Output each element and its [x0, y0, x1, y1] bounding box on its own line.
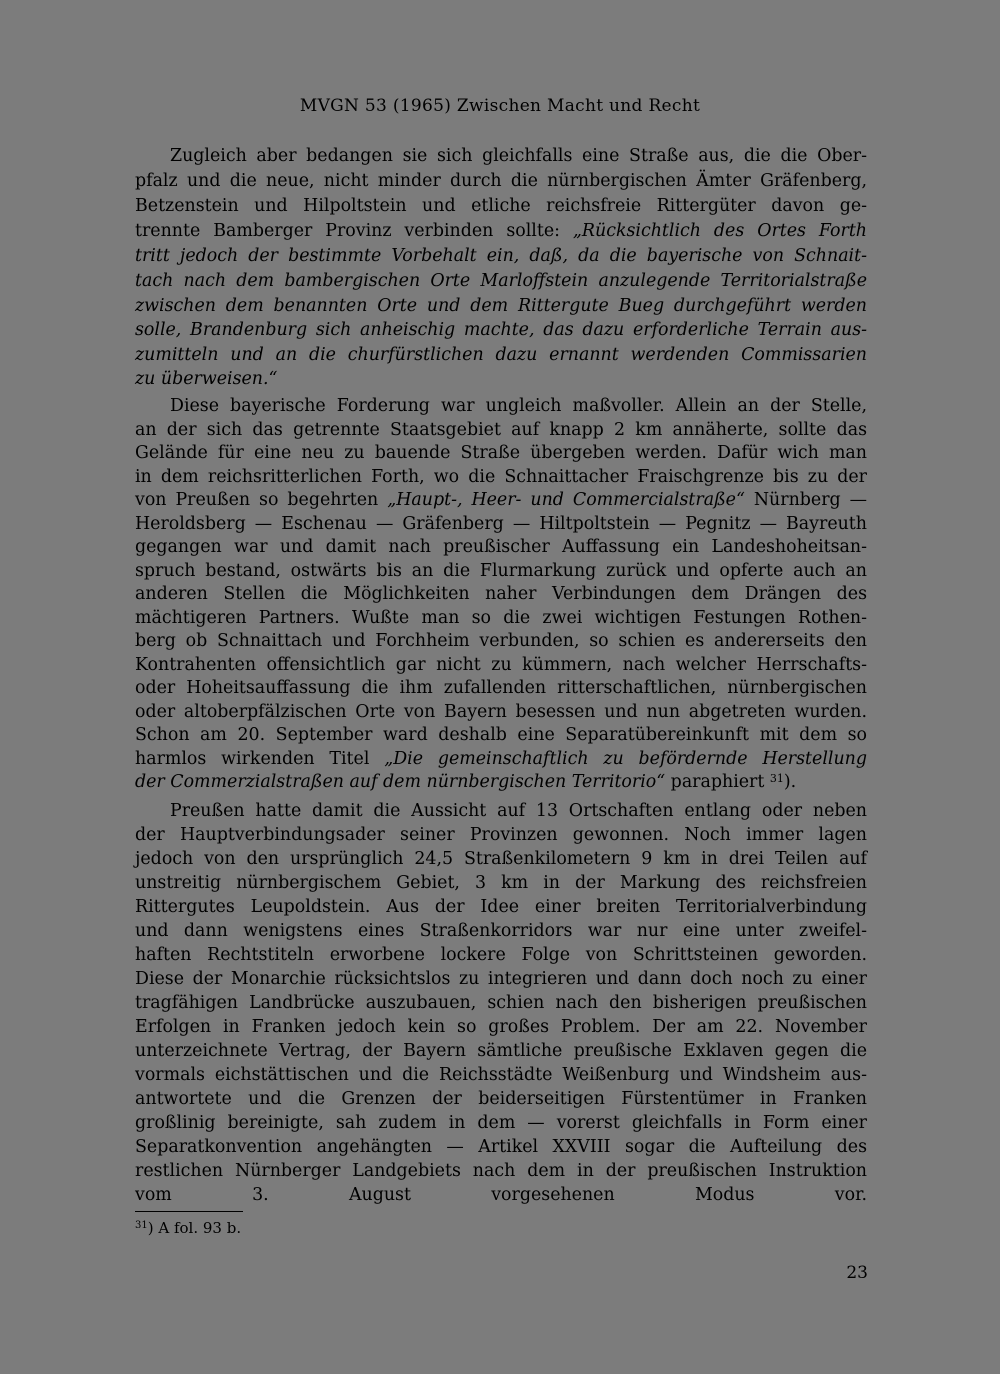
italic-text: „Rücksichtlich des Ortes Forth — [572, 221, 868, 241]
text-segment: oder Hoheitsauffassung die ihm zufallenden ritterschaftlichen, nürnbergischen — [135, 678, 867, 698]
text-segment: oder altoberpfälzischen Orte von Bayern besessen und nun abgetreten wurden. — [135, 702, 867, 722]
text-segment: Nürnberg — — [744, 490, 868, 510]
text-segment: antwortete und die Grenzen der beiderseitigen Fürstentümer in Franken — [135, 1089, 867, 1109]
text-line — [135, 1111, 867, 1135]
text-line — [135, 723, 867, 747]
text-segment: Kontrahenten offensichtlich gar nicht zu kümmern, nach welcher Herrschafts- — [135, 655, 867, 675]
footnote-number: 31 — [135, 1220, 148, 1231]
text-segment: in dem reichsritterlichen Forth, wo die Schnaittacher Fraischgrenze bis zu der — [135, 467, 867, 487]
text-line — [135, 343, 867, 367]
text-segment: Gelände für eine neu zu bauende Straße übergeben werden. Dafür wich man — [135, 443, 867, 463]
text-segment: Diese der Monarchie rücksichtslos zu integrieren und dann doch noch zu einer — [135, 969, 867, 989]
text-line — [135, 367, 867, 391]
footnote-ref: 31 — [769, 772, 784, 785]
text-segment: Preußen hatte damit die Aussicht auf 13 Ortschaften entlang oder neben — [170, 801, 867, 821]
text-line — [135, 318, 867, 342]
text-line — [135, 1015, 867, 1039]
text-line — [135, 441, 867, 465]
text-line — [135, 967, 867, 991]
text-segment: der Hauptverbindungsader seiner Provinzen gewonnen. Noch immer lagen — [135, 825, 867, 845]
text-segment: tragfähigen Landbrücke auszubauen, schien nach den bisherigen preußischen — [135, 993, 867, 1013]
text-segment: und dann wenigstens eines Straßenkorridors war nur eine unter zweifel- — [135, 921, 867, 941]
text-line — [135, 871, 867, 895]
italic-text: solle, Brandenburg sich anheischig machte, das dazu erforderliche Terrain aus- — [135, 320, 867, 340]
text-line — [135, 799, 867, 823]
text-line — [135, 582, 867, 606]
text-line — [135, 1063, 867, 1087]
text-line — [135, 144, 867, 168]
text-segment: unstreitig nürnbergischem Gebiet, 3 km in der Markung des reichsfreien — [135, 873, 867, 893]
italic-text: der Commerzialstraßen auf dem nürnbergischen Territorio“ — [135, 772, 666, 792]
text-line — [135, 535, 867, 559]
text-segment: vormals eichstättischen und die Reichsstädte Weißenburg und Windsheim aus- — [135, 1065, 867, 1085]
text-segment: restlichen Nürnberger Landgebiets nach dem in der preußischen Instruktion — [135, 1161, 867, 1181]
text-line — [135, 606, 867, 630]
text-line — [135, 1135, 867, 1159]
text-line — [135, 1087, 867, 1111]
text-segment: Separatkonvention angehängten — Artikel XXVIII sogar die Aufteilung des — [135, 1137, 867, 1157]
text-line — [135, 294, 867, 318]
text-line — [135, 1159, 867, 1183]
text-line — [135, 559, 867, 583]
text-segment: pfalz und die neue, nicht minder durch die nürnbergischen Ämter Gräfenberg, — [135, 171, 867, 191]
text-line — [135, 676, 867, 700]
italic-text: „Haupt-, Heer- und Commercialstraße“ — [387, 490, 745, 510]
text-segment: berg ob Schnaittach und Forchheim verbunden, so schien es andererseits den — [135, 631, 867, 651]
text-segment: Heroldsberg — Eschenau — Gräfenberg — Hiltpoltstein — Pegnitz — Bayreuth — [135, 514, 867, 534]
italic-text: tritt jedoch der bestimmte Vorbehalt ein, daß, da die bayerische von Schnait- — [135, 246, 867, 266]
text-segment: Schon am 20. September ward deshalb eine Separatübereinkunft mit dem so — [135, 725, 867, 745]
text-line — [135, 169, 867, 193]
text-segment: unterzeichnete Vertrag, der Bayern sämtliche preußische Exklaven gegen die — [135, 1041, 867, 1061]
text-segment: Diese bayerische Forderung war ungleich maßvoller. Allein an der Stelle, — [170, 396, 867, 416]
text-line — [135, 394, 867, 418]
text-segment: paraphiert — [665, 772, 770, 792]
text-line — [135, 747, 867, 771]
text-line — [135, 823, 867, 847]
text-line — [135, 1183, 867, 1207]
running-header: MVGN 53 (1965) Zwischen Macht und Recht — [299, 96, 701, 116]
text-segment: spruch bestand, ostwärts bis an die Flurmarkung zurück und opferte auch an — [135, 561, 867, 581]
text-line — [135, 269, 867, 293]
text-segment: jedoch von den ursprünglich 24,5 Straßenkilometern 9 km in drei Teilen auf — [135, 849, 867, 869]
text-segment: gegangen war und damit nach preußischer Auffassung ein Landeshoheitsan- — [135, 537, 867, 557]
text-line — [135, 943, 867, 967]
text-line — [135, 418, 867, 442]
text-segment: mächtigeren Partners. Wußte man so die zwei wichtigen Festungen Rothen- — [135, 608, 867, 628]
text-line — [135, 488, 867, 512]
text-line — [135, 847, 867, 871]
text-line — [135, 919, 867, 943]
text-line — [135, 219, 867, 243]
text-line — [135, 629, 867, 653]
text-line — [135, 512, 867, 536]
text-segment: vom 3. August vorgesehenen Modus vor. — [135, 1185, 867, 1205]
footnote — [135, 1218, 241, 1238]
italic-text: „Die gemeinschaftlich zu befördernde Herstellung — [384, 749, 867, 769]
text-segment: trennte Bamberger Provinz verbinden sollte: — [135, 221, 573, 241]
text-segment: harmlos wirkenden Titel — [135, 749, 385, 769]
text-segment: großlinig bereinigte, sah zudem in dem — vorerst gleichfalls in Form einer — [135, 1113, 867, 1133]
text-segment: Erfolgen in Franken jedoch kein so großes Problem. Der am 22. November — [135, 1017, 867, 1037]
text-line — [135, 194, 867, 218]
footnote-divider — [135, 1211, 243, 1212]
text-line — [135, 653, 867, 677]
text-segment: Rittergutes Leupoldstein. Aus der Idee einer breiten Territorialverbindung — [135, 897, 867, 917]
text-line — [135, 700, 867, 724]
text-segment: ). — [783, 772, 797, 792]
text-segment: haften Rechtstiteln erworbene lockere Folge von Schrittsteinen geworden. — [135, 945, 867, 965]
text-line — [135, 991, 867, 1015]
text-segment: Betzenstein und Hilpoltstein und etliche reichsfreie Rittergüter davon ge- — [135, 196, 867, 216]
text-segment: anderen Stellen die Möglichkeiten naher Verbindungen dem Drängen des — [135, 584, 867, 604]
text-segment: Zugleich aber bedangen sie sich gleichfalls eine Straße aus, die die Ober- — [170, 146, 867, 166]
text-line — [135, 895, 867, 919]
italic-text: zumitteln und an die churfürstlichen dazu ernannt werdenden Commissarien — [135, 345, 867, 365]
text-line — [135, 1039, 867, 1063]
text-line — [135, 465, 867, 489]
italic-text: zu überweisen.“ — [135, 369, 278, 389]
page-number: 23 — [846, 1263, 868, 1283]
text-line — [135, 770, 867, 794]
italic-text: tach nach dem bambergischen Orte Marloffstein anzulegende Territorialstraße — [135, 271, 867, 291]
footnote-text: ) A fol. 93 b. — [147, 1219, 242, 1237]
text-segment: an der sich das getrennte Staatsgebiet auf knapp 2 km annäherte, sollte das — [135, 420, 867, 440]
text-segment: von Preußen so begehrten — [135, 490, 388, 510]
italic-text: zwischen dem benannten Orte und dem Rittergute Bueg durchgeführt werden — [135, 296, 867, 316]
text-line — [135, 244, 867, 268]
